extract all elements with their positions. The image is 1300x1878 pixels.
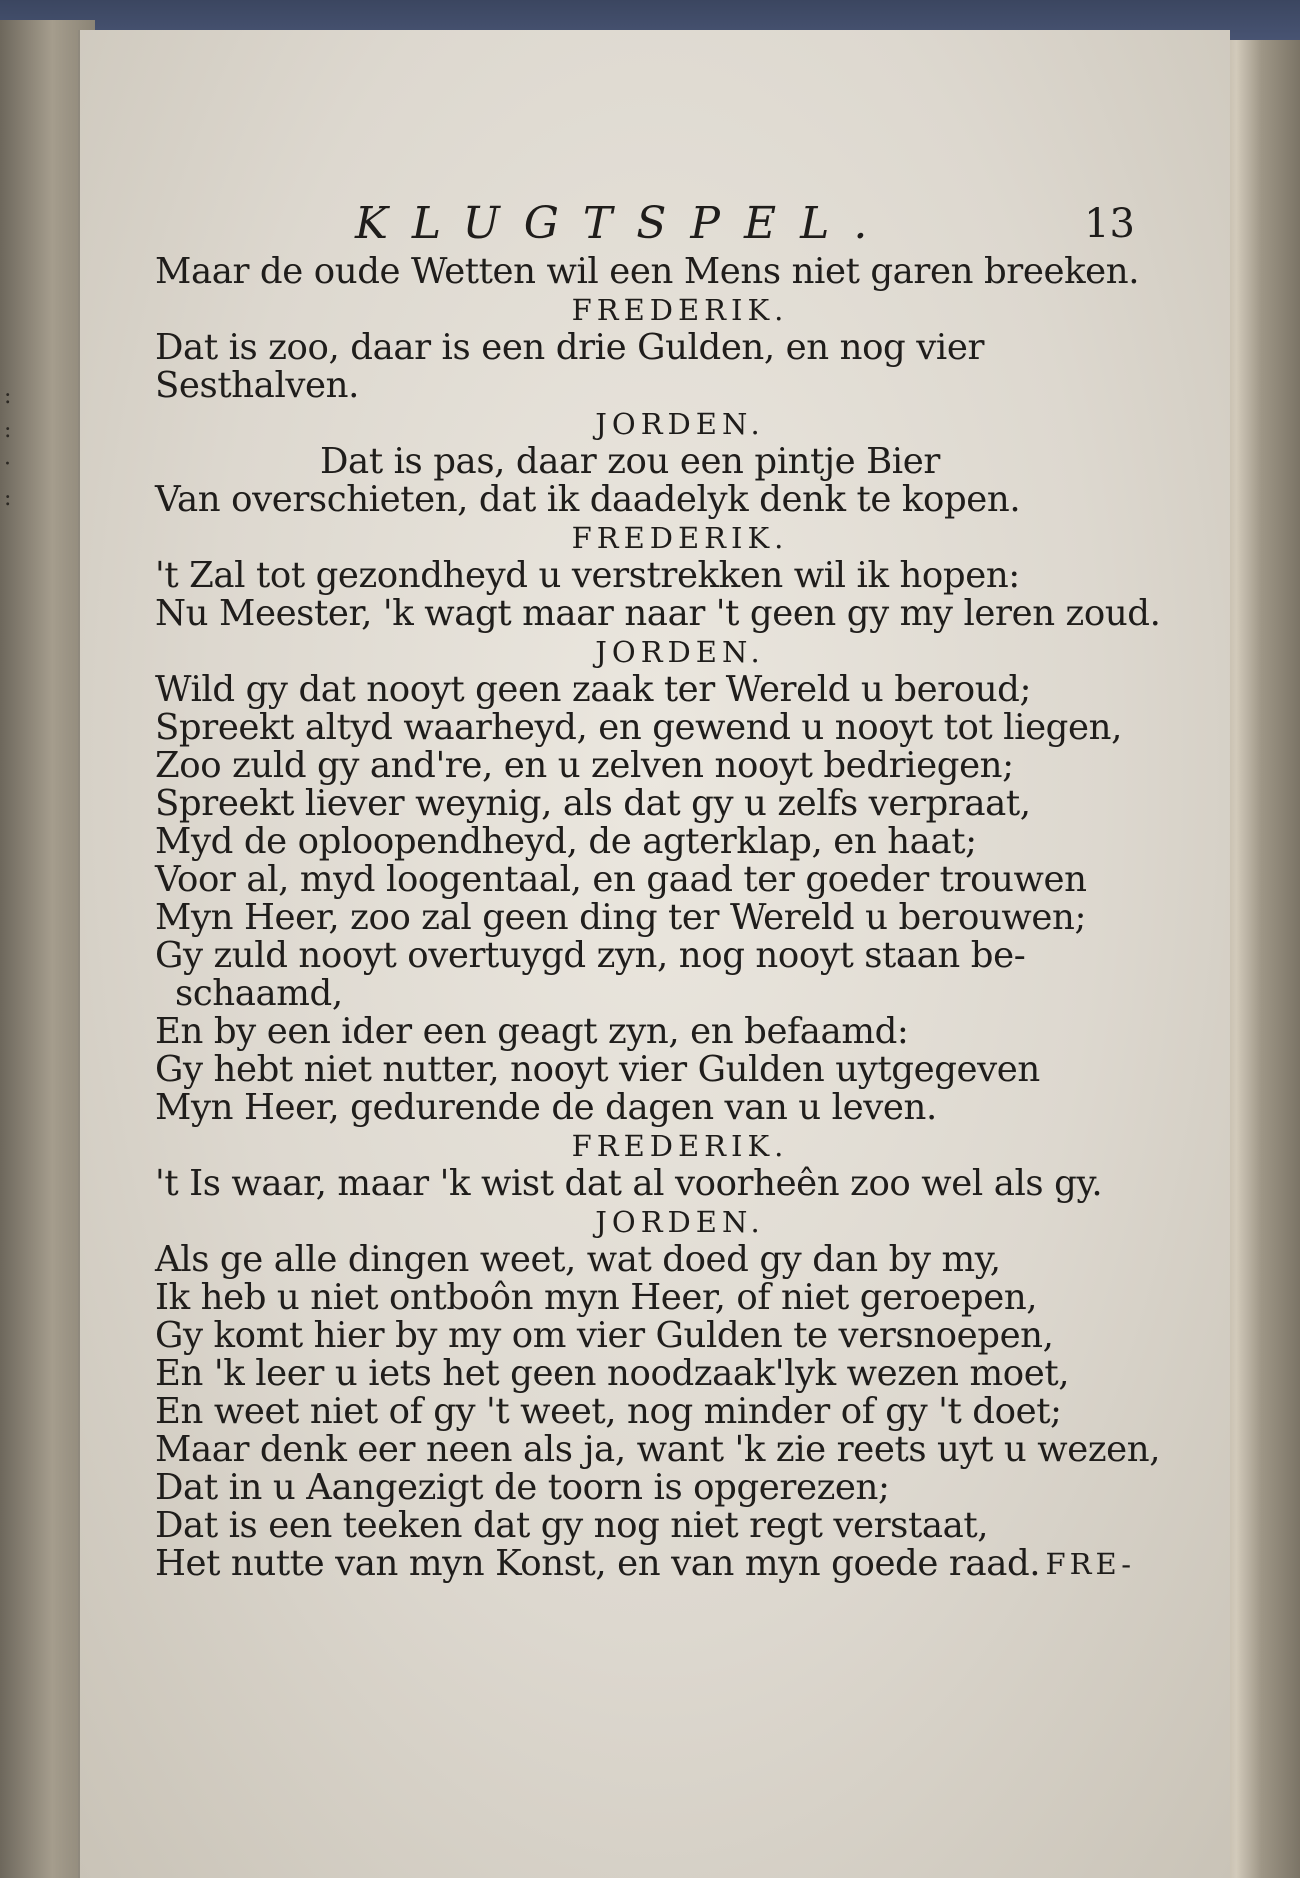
verse-line: Myn Heer, gedurende de dagen van u leven. (155, 1087, 937, 1128)
verse-line: Voor al, myd loogentaal, en gaad ter goeder trouwen (155, 859, 1087, 900)
verse-line: Myn Heer, zoo zal geen ding ter Wereld u berouwen; (155, 897, 1087, 938)
verse-line: Spreekt altyd waarheyd, en gewend u nooyt tot liegen, (155, 707, 1122, 748)
speaker-name: FREDERIK. (571, 293, 789, 327)
speaker-name: FREDERIK. (571, 521, 789, 555)
verse-line: Nu Meester, 'k wagt maar naar 't geen gy my leren zoud. (155, 593, 1161, 634)
speaker-name: JORDEN. (595, 635, 765, 669)
verse-line: En weet niet of gy 't weet, nog minder of gy 't doet; (155, 1391, 1062, 1432)
verse-line: Het nutte van myn Konst, en van myn goede raad. (155, 1543, 1041, 1584)
verse-line: Gy komt hier by my om vier Gulden te versnoepen, (155, 1315, 1054, 1356)
verse-line: Sesthalven. (155, 365, 360, 406)
page-text-block (155, 195, 1161, 1584)
running-head: KLUGTSPEL. (355, 198, 892, 249)
speaker-name: JORDEN. (595, 407, 765, 441)
verse-line: Zoo zuld gy and're, en u zelven nooyt bedriegen; (155, 745, 1014, 786)
verse-line: Dat is pas, daar zou een pintje Bier (320, 441, 940, 482)
verse-line: schaamd, (175, 973, 343, 1014)
verse-line: Myd de oploopendheyd, de agterklap, en haat; (155, 821, 977, 862)
verse-line: Van overschieten, dat ik daadelyk denk te kopen. (155, 479, 1021, 520)
verse-line: Ik heb u niet ontboôn myn Heer, of niet geroepen, (155, 1277, 1038, 1318)
page-number: 13 (1084, 201, 1135, 247)
verse-line: Gy zuld nooyt overtuygd zyn, nog nooyt staan be- (155, 935, 1026, 976)
left-page-ink-marks: : : · : (4, 384, 12, 511)
verse-line: Gy hebt niet nutter, nooyt vier Gulden uytgegeven (155, 1049, 1040, 1090)
verse-line: Spreekt liever weynig, als dat gy u zelfs verpraat, (155, 783, 1031, 824)
page-header (155, 195, 1145, 253)
verse-line: Als ge alle dingen weet, wat doed gy dan by my, (155, 1239, 1001, 1280)
verse-lines (155, 251, 1161, 1584)
verse-line: En 'k leer u iets het geen noodzaak'lyk wezen moet, (155, 1353, 1070, 1394)
verse-line: Wild gy dat nooyt geen zaak ter Wereld u beroud; (155, 669, 1032, 710)
verse-line: Dat is een teeken dat gy nog niet regt verstaat, (155, 1505, 989, 1546)
verse-line: Dat is zoo, daar is een drie Gulden, en nog vier (155, 327, 985, 368)
verse-line: Maar de oude Wetten wil een Mens niet garen breeken. (155, 251, 1140, 292)
book-page (78, 30, 1230, 1878)
verse-line: 't Zal tot gezondheyd u verstrekken wil ik hopen: (155, 555, 1020, 596)
catchword: FRE- (1045, 1547, 1135, 1581)
speaker-name: FREDERIK. (571, 1129, 789, 1163)
verse-line: Dat in u Aangezigt de toorn is opgerezen; (155, 1467, 890, 1508)
verse-line: 't Is waar, maar 'k wist dat al voorheên zoo wel als gy. (155, 1163, 1103, 1204)
verse-line: En by een ider een geagt zyn, en befaamd: (155, 1011, 909, 1052)
speaker-name: JORDEN. (595, 1205, 765, 1239)
verse-line: Maar denk eer neen als ja, want 'k zie reets uyt u wezen, (155, 1429, 1161, 1470)
